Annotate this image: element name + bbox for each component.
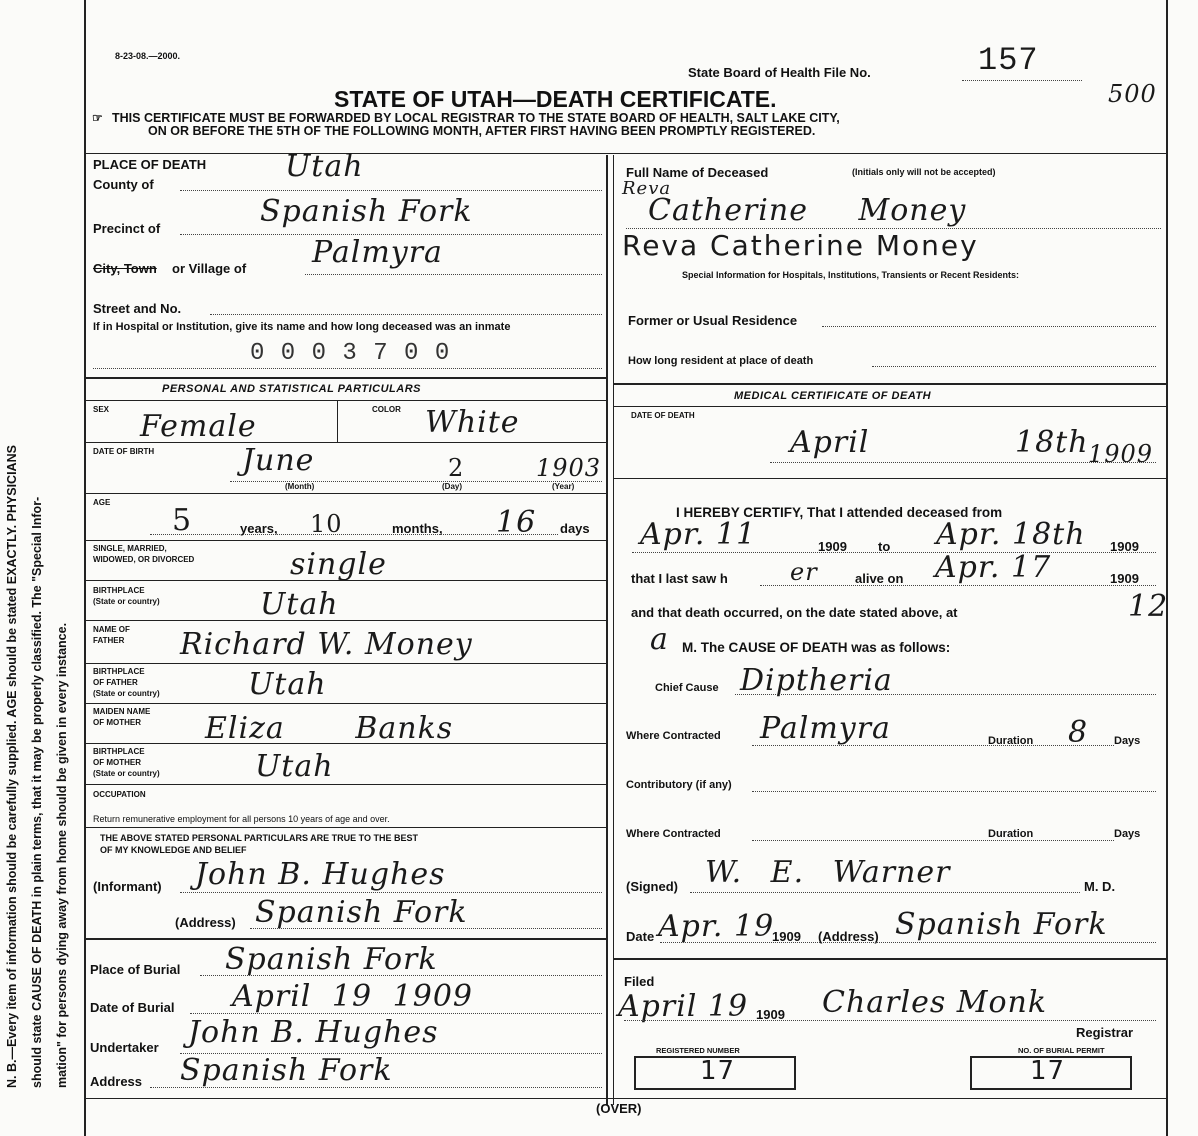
dob-day: 2 bbox=[448, 454, 465, 482]
duration-value: 8 bbox=[1068, 715, 1089, 750]
hospital-note: If in Hospital or Institution, give its name and how long deceased was an inmate bbox=[93, 321, 511, 333]
dob-year: 1903 bbox=[536, 454, 602, 482]
dod-day: 18th bbox=[1015, 425, 1089, 460]
informant-value: John B. Hughes bbox=[195, 857, 446, 892]
name-typed: Reva Catherine Money bbox=[622, 229, 979, 262]
center-divider bbox=[606, 155, 608, 1105]
registered-number: 17 bbox=[700, 1056, 736, 1086]
certify-line-1: I HEREBY CERTIFY, That I attended deceased from bbox=[676, 505, 1003, 520]
place-of-death-heading: PLACE OF DEATH bbox=[93, 157, 207, 172]
last-saw-suffix: er bbox=[790, 558, 818, 586]
burial-permit-label: NO. OF BURIAL PERMIT bbox=[1018, 1046, 1105, 1055]
pointing-hand-icon: ☞ bbox=[92, 111, 103, 125]
age-label: AGE bbox=[93, 498, 111, 507]
age-years: 5 bbox=[172, 503, 193, 538]
bp-father-value: Utah bbox=[248, 667, 327, 702]
left-border bbox=[84, 0, 86, 1136]
signed-label: (Signed) bbox=[626, 879, 678, 894]
burial-date-label: Date of Burial bbox=[90, 1000, 175, 1015]
side-note-line-3: mation" for persons dying away from home should be given in every instance. bbox=[55, 622, 69, 1088]
attended-from-year: 1909 bbox=[818, 539, 847, 554]
dob-year-caption: (Year) bbox=[552, 482, 575, 491]
dod-label: DATE OF DEATH bbox=[631, 411, 695, 420]
informant-address: Spanish Fork bbox=[255, 895, 468, 930]
birthplace-label: BIRTHPLACE bbox=[93, 586, 145, 595]
father-label-2: FATHER bbox=[93, 636, 125, 645]
physician-address: Spanish Fork bbox=[895, 907, 1108, 942]
last-saw-date: Apr. 17 bbox=[935, 550, 1052, 585]
notice-line-2: ON OR BEFORE THE 5TH OF THE FOLLOWING MONTH, AFTER FIRST HAVING BEEN PROMPTLY REGISTERED. bbox=[148, 124, 816, 138]
county-label: County of bbox=[93, 177, 154, 192]
duration-label: Duration bbox=[988, 735, 1034, 747]
registered-number-label: REGISTERED NUMBER bbox=[656, 1046, 740, 1055]
duration-2-days: Days bbox=[1114, 828, 1141, 840]
file-number-label: State Board of Health File No. bbox=[688, 65, 871, 80]
last-saw-year: 1909 bbox=[1110, 571, 1139, 586]
village-value: Palmyra bbox=[312, 235, 443, 270]
notice-line-1: THIS CERTIFICATE MUST BE FORWARDED BY LOCAL REGISTRAR TO THE STATE BOARD OF HEALTH, SALT LAKE CITY, bbox=[112, 111, 840, 125]
sex-value: Female bbox=[140, 409, 257, 444]
filed-date: April 19 bbox=[618, 989, 749, 1024]
father-label-1: NAME OF bbox=[93, 625, 130, 634]
occupation-label: OCCUPATION bbox=[93, 790, 146, 799]
undertaker-label: Undertaker bbox=[90, 1040, 159, 1055]
where-contracted: Palmyra bbox=[760, 711, 891, 746]
physician-signature: W. E. Warner bbox=[705, 855, 951, 890]
to-label: to bbox=[878, 539, 891, 554]
age-days-caption: days bbox=[560, 521, 590, 536]
md-label: M. D. bbox=[1084, 879, 1116, 894]
burial-date: April 19 1909 bbox=[232, 979, 473, 1014]
dod-year: 1909 bbox=[1088, 440, 1154, 468]
date-label: Date bbox=[626, 929, 655, 944]
dob-day-caption: (Day) bbox=[442, 482, 463, 491]
mother-value: Eliza Banks bbox=[205, 711, 454, 746]
side-note-line-2: should state CAUSE OF DEATH in plain terms, that it may be properly classified. The "Special Infor- bbox=[30, 496, 44, 1088]
bp-father-caption: (State or country) bbox=[93, 689, 160, 698]
file-number: 157 bbox=[978, 42, 1039, 79]
village-label: or Village of bbox=[172, 261, 247, 276]
undertaker-value: John B. Hughes bbox=[188, 1015, 439, 1050]
duration-2-label: Duration bbox=[988, 828, 1034, 840]
over-label: (OVER) bbox=[596, 1101, 642, 1116]
birthplace-value: Utah bbox=[260, 587, 339, 622]
age-months-caption: months, bbox=[392, 521, 443, 536]
bp-mother-label-2: OF MOTHER bbox=[93, 758, 141, 767]
corner-mark: 500 bbox=[1108, 80, 1157, 108]
occupation-note: Return remunerative employment for all persons 10 years of age and over. bbox=[93, 814, 390, 824]
dod-month: April bbox=[790, 425, 870, 460]
color-value: White bbox=[425, 405, 520, 440]
occurred-label: and that death occurred, on the date stated above, at bbox=[631, 605, 958, 620]
burial-place-label: Place of Burial bbox=[90, 962, 181, 977]
sex-label: SEX bbox=[93, 405, 110, 414]
alive-label: alive on bbox=[855, 571, 904, 586]
where-contracted-2-label: Where Contracted bbox=[626, 828, 721, 840]
signed-year: 1909 bbox=[772, 929, 801, 944]
age-months: 10 bbox=[310, 510, 343, 538]
form-code: 8-23-08.—2000. bbox=[115, 51, 181, 61]
dob-label: DATE OF BIRTH bbox=[93, 447, 155, 456]
bottom-border bbox=[84, 1098, 1166, 1099]
burial-place: Spanish Fork bbox=[225, 942, 438, 977]
frame-top bbox=[84, 153, 1166, 154]
last-saw-label: that I last saw h bbox=[631, 571, 728, 586]
father-value: Richard W. Money bbox=[180, 627, 473, 662]
special-info-label: Special Information for Hospitals, Institutions, Transients or Recent Residents: bbox=[682, 270, 1020, 280]
bp-father-label-1: BIRTHPLACE bbox=[93, 667, 145, 676]
filed-year: 1909 bbox=[756, 1007, 785, 1022]
death-hour: 12 bbox=[1128, 589, 1169, 624]
bp-father-label-2: OF FATHER bbox=[93, 678, 138, 687]
side-note-line-1: N. B.—Every item of information should be carefully supplied. AGE should be stated EXACTLY. PHYSICIANS bbox=[5, 445, 19, 1088]
medical-heading: MEDICAL CERTIFICATE OF DEATH bbox=[734, 390, 932, 402]
signed-date: Apr. 19 bbox=[658, 909, 775, 944]
resident-label: How long resident at place of death bbox=[628, 355, 814, 367]
burial-address: Spanish Fork bbox=[180, 1053, 393, 1088]
contributory-label: Contributory (if any) bbox=[626, 779, 732, 791]
attended-to: Apr. 18th bbox=[936, 517, 1086, 552]
mother-label-2: OF MOTHER bbox=[93, 718, 141, 727]
dob-month-caption: (Month) bbox=[285, 482, 315, 491]
attended-to-year: 1909 bbox=[1110, 539, 1139, 554]
marital-value: single bbox=[290, 547, 387, 582]
affirm-line-2: OF MY KNOWLEDGE AND BELIEF bbox=[100, 845, 247, 855]
precinct-value: Spanish Fork bbox=[260, 194, 473, 229]
village-label-prefix: City, Town bbox=[93, 261, 157, 276]
former-residence-label: Former or Usual Residence bbox=[628, 313, 798, 328]
full-name-label: Full Name of Deceased bbox=[626, 165, 769, 180]
full-name-note: (Initials only will not be accepted) bbox=[852, 167, 996, 177]
mother-label-1: MAIDEN NAME bbox=[93, 707, 151, 716]
registrar-signature: Charles Monk bbox=[822, 985, 1048, 1020]
where-contracted-label: Where Contracted bbox=[626, 730, 721, 742]
chief-cause-label: Chief Cause bbox=[655, 682, 719, 694]
name-written: Catherine Money bbox=[648, 193, 967, 228]
duration-days: Days bbox=[1114, 735, 1141, 747]
street-label: Street and No. bbox=[93, 301, 182, 316]
burial-permit-number: 17 bbox=[1030, 1056, 1066, 1086]
stamp-number: 0 0 0 3 7 0 0 bbox=[250, 340, 451, 367]
death-ampm: a bbox=[650, 622, 669, 657]
county-value: Utah bbox=[285, 149, 364, 184]
precinct-label: Precinct of bbox=[93, 221, 161, 236]
bp-mother-label-1: BIRTHPLACE bbox=[93, 747, 145, 756]
page-title: STATE OF UTAH—DEATH CERTIFICATE. bbox=[334, 86, 777, 112]
attended-from: Apr. 11 bbox=[640, 517, 757, 552]
bp-mother-caption: (State or country) bbox=[93, 769, 160, 778]
chief-cause: Diptheria bbox=[740, 663, 893, 698]
registrar-label: Registrar bbox=[1076, 1025, 1134, 1040]
cause-label: M. The CAUSE OF DEATH was as follows: bbox=[682, 640, 951, 655]
burial-address-label: Address bbox=[90, 1074, 143, 1089]
age-years-caption: years, bbox=[240, 521, 278, 536]
dob-month: June bbox=[242, 443, 315, 478]
marital-label-1: SINGLE, MARRIED, bbox=[93, 544, 167, 553]
age-days: 16 bbox=[496, 505, 537, 540]
color-label: COLOR bbox=[372, 405, 401, 414]
informant-label: (Informant) bbox=[93, 879, 162, 894]
personal-heading: PERSONAL AND STATISTICAL PARTICULARS bbox=[162, 383, 421, 395]
informant-address-label: (Address) bbox=[175, 915, 236, 930]
birthplace-caption: (State or country) bbox=[93, 597, 160, 606]
filed-label: Filed bbox=[624, 974, 655, 989]
marital-label-2: WIDOWED, OR DIVORCED bbox=[93, 555, 195, 564]
right-border bbox=[1166, 0, 1168, 1136]
bp-mother-value: Utah bbox=[255, 749, 334, 784]
physician-address-label: (Address) bbox=[818, 929, 879, 944]
name-insert: Reva bbox=[622, 178, 672, 199]
affirm-line-1: THE ABOVE STATED PERSONAL PARTICULARS ARE TRUE TO THE BEST bbox=[100, 833, 419, 843]
